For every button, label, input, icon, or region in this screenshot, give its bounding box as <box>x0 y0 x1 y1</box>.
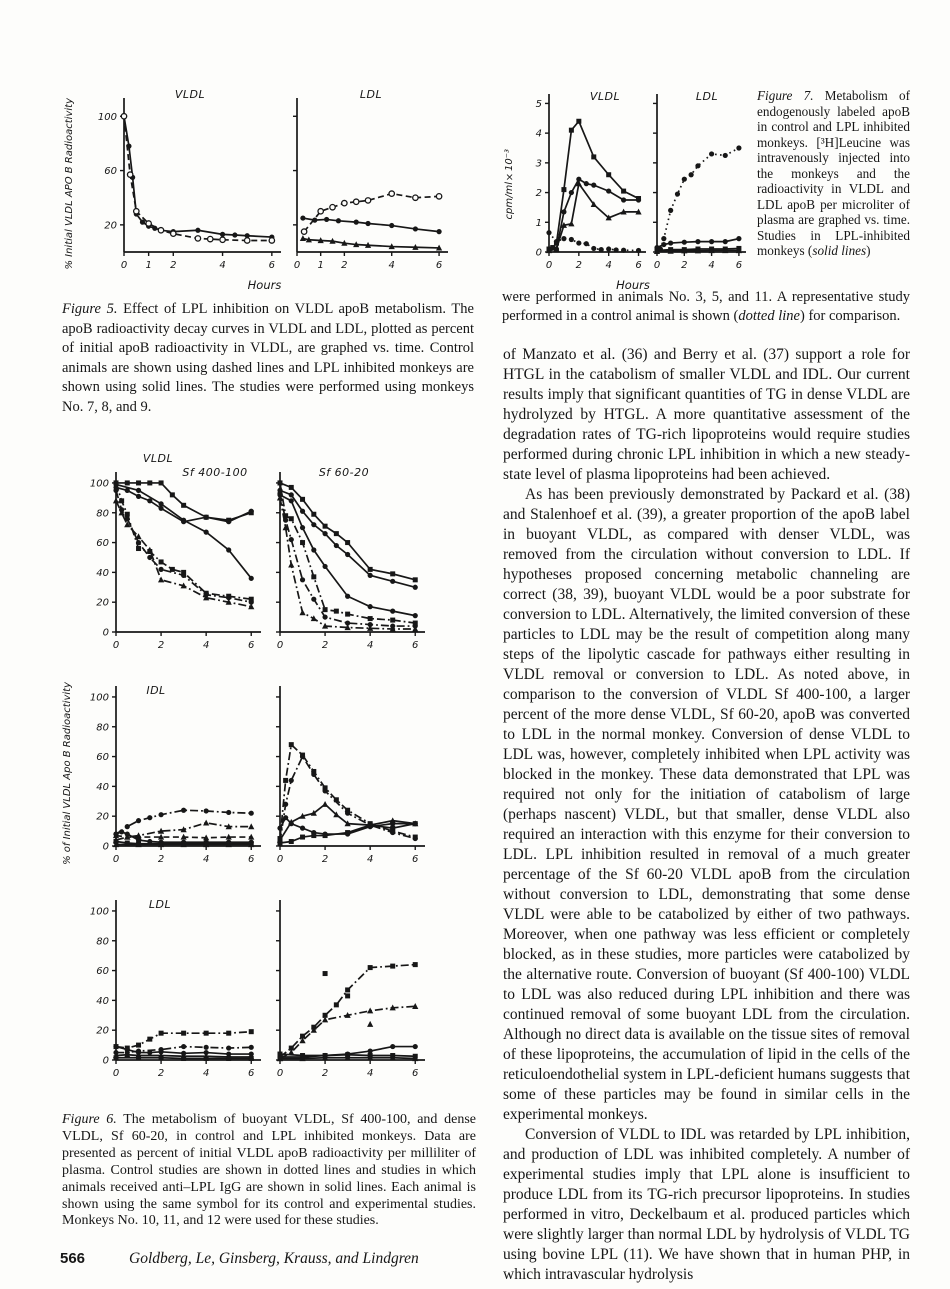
figure6-idl-right-chart <box>266 666 430 880</box>
figure6-idl-right-panel <box>266 666 430 880</box>
svg-text:60: 60 <box>96 538 109 550</box>
svg-text:IDL: IDL <box>146 684 166 697</box>
figure5-x-axis-label: Hours <box>247 278 282 292</box>
svg-text:20: 20 <box>96 1025 109 1037</box>
caption-text-part: Metabolism of endogenously labeled apoB in control and LPL inhibited monkeys. [³H]Leucine was intravenously injected into the monkeys and the radioactivity in VLDL and LDL apoB per microliter of plasma are graphed vs. time. Studies in LPL-inhibited monkeys ( <box>757 88 910 258</box>
svg-text:6: 6 <box>248 1068 255 1079</box>
svg-text:VLDL: VLDL <box>174 88 206 101</box>
svg-text:60: 60 <box>96 752 109 764</box>
figure6-vldl-sf60-chart <box>266 452 430 666</box>
svg-text:80: 80 <box>96 722 109 734</box>
figure7-vldl-chart <box>517 84 647 286</box>
svg-text:6: 6 <box>248 640 255 651</box>
svg-text:0: 0 <box>545 260 553 271</box>
svg-text:60: 60 <box>96 966 109 978</box>
paragraph: As has been previously demonstrated by Packard et al. (38) and Stalenhoef et al. (39), a greater proportion of the apoB label in buoyant VLDL, as compared with denser VLDL, was removed from the circulation without conversion to LDL. If hypotheses proposed concerning metabolic channeling are correct (38, 39), buoyant VLDL would be a poor substrate for conversion to LDL. Alternatively, the limited conversion of these particles to LDL may be the result of competition along many steps of the lipolytic cascade for pathways either resulting in VLDL removal or conversion to LDL. As noted above, in comparison to the conversion of VLDL Sf 400-100, a larger percent of the more dense VLDL, Sf 60-20, apoB was converted to LDL in the normal monkey. Conversion of dense VLDL to LDL was, however, completely inhibited when LPL activity was blocked in the monkey. These data demonstrated that LPL was required not only for the initiation of catabolism of large (perhaps nascent) VLDL, but that smaller, dense VLDL also required an interaction with this enzyme for their conversion to LDL. LPL inhibition resulted in removal of a much greater percentage of the Sf 60-20 VLDL apoB from the circulation without conversion to LDL, demonstrating that some dense VLDL were able to be catabolized by either of two pathways. Moreover, when one pathway was less efficient or completely blocked, as in these studies, more particles were catabolized by the alternative route. Conversion of buoyant (Sf 400-100) VLDL to LDL was also reduced during LPL inhibition and there was continued removal of some buoyant LDL from the circulation. Although no direct data is available on the tissue sites of removal of these lipoproteins, the accumulation of lipid in the cells of the reticuloendothelial system in LPL-deficient humans suggests that some of these particles may be found in similar cells in the experimental monkeys. <box>503 486 910 1123</box>
svg-text:4: 4 <box>388 260 395 271</box>
series-inhibited-squares <box>116 483 251 520</box>
figure6-idl-left-panel <box>60 666 266 880</box>
svg-text:6: 6 <box>635 260 642 271</box>
svg-text:4: 4 <box>366 1068 374 1079</box>
figure6-idl-left-chart <box>60 666 266 880</box>
svg-text:60: 60 <box>104 166 117 178</box>
svg-text:0: 0 <box>653 260 661 271</box>
svg-text:4: 4 <box>605 260 612 271</box>
series-control-squares <box>116 483 251 599</box>
svg-text:4: 4 <box>366 640 374 651</box>
svg-text:0: 0 <box>120 260 128 271</box>
svg-text:0: 0 <box>293 260 301 271</box>
page-number: 566 <box>60 1250 86 1267</box>
caption-text-part: Effect of LPL inhibition on VLDL apoB metabolism. The apoB radioactivity decay curves in VLDL and LDL, plotted as percent of initial apoB radioactivity in VLDL, are graphed vs. time. Control animals are shown using dashed lines and LPL inhibited monkeys are shown using solid lines. The studies were performed using monkeys No. 7, 8, and 9. <box>62 301 474 415</box>
figure5-ldl-chart <box>283 84 451 286</box>
figure5-vldl-chart <box>78 84 283 286</box>
running-authors: Goldberg, Le, Ginsberg, Krauss, and Lindgren <box>129 1250 419 1267</box>
caption-text-part: Figure 7. <box>757 88 814 103</box>
svg-text:100: 100 <box>89 692 109 704</box>
svg-text:1: 1 <box>317 260 324 271</box>
svg-text:2: 2 <box>321 640 329 651</box>
figure6-ldl-right-panel <box>266 880 430 1094</box>
series-inhibited-circles-2 <box>116 484 251 578</box>
svg-text:0: 0 <box>276 1068 284 1079</box>
svg-text:2: 2 <box>681 260 688 271</box>
svg-text:1: 1 <box>535 217 542 229</box>
figure6-ldl-right-chart <box>266 880 430 1094</box>
svg-text:Sf 400-100: Sf 400-100 <box>182 466 248 479</box>
svg-text:4: 4 <box>366 854 374 865</box>
figure7-caption-bottom <box>502 288 910 326</box>
svg-text:Sf 60-20: Sf 60-20 <box>318 466 370 479</box>
figure6-vldl-sf400-chart <box>60 452 266 666</box>
figure5-ldl-panel <box>283 84 451 286</box>
svg-text:6: 6 <box>248 854 255 865</box>
svg-text:5: 5 <box>535 98 542 110</box>
page-footer <box>60 1250 620 1268</box>
svg-text:100: 100 <box>89 906 109 918</box>
series-inhibited-circles <box>303 218 439 232</box>
svg-text:2: 2 <box>341 260 348 271</box>
caption-text-part: Figure 6. <box>62 1112 117 1127</box>
series-control-triangles <box>280 498 415 629</box>
svg-text:4: 4 <box>708 260 715 271</box>
svg-text:20: 20 <box>96 597 109 609</box>
series-lpl-inhibited-circles <box>124 116 272 237</box>
svg-text:6: 6 <box>412 854 419 865</box>
svg-text:4: 4 <box>219 260 226 271</box>
svg-text:0: 0 <box>112 854 120 865</box>
svg-text:4: 4 <box>202 854 210 865</box>
svg-text:0: 0 <box>112 1068 120 1079</box>
series-inhibited-triangles <box>303 238 439 248</box>
svg-text:0: 0 <box>535 247 542 259</box>
svg-text:0: 0 <box>102 841 109 853</box>
svg-text:2: 2 <box>170 260 177 271</box>
svg-text:VLDL: VLDL <box>142 452 174 465</box>
figure6 <box>60 452 480 1094</box>
svg-text:2: 2 <box>157 640 165 651</box>
svg-text:2: 2 <box>157 854 165 865</box>
figure6-vldl-sf400-100-panel <box>60 452 266 666</box>
figure7-x-axis-label: Hours <box>616 278 650 292</box>
figure7-ldl-chart <box>647 84 749 286</box>
svg-text:2: 2 <box>575 260 583 271</box>
figure7 <box>502 84 910 292</box>
svg-text:6: 6 <box>412 640 419 651</box>
figure6-ldl-left-panel <box>60 880 266 1094</box>
svg-text:2: 2 <box>535 188 542 200</box>
svg-text:6: 6 <box>412 1068 419 1079</box>
svg-text:2: 2 <box>157 1068 165 1079</box>
svg-text:1: 1 <box>145 260 152 271</box>
body-text <box>503 345 910 1285</box>
svg-text:6: 6 <box>735 260 743 271</box>
figure5-y-axis-label: % Initial VLDL APO B Radioactivity <box>63 98 75 270</box>
figure6-caption <box>62 1112 476 1230</box>
figure5-caption <box>62 300 474 417</box>
svg-text:6: 6 <box>268 260 276 271</box>
svg-text:3: 3 <box>535 158 542 170</box>
caption-text-part: ) for comparison. <box>800 308 901 324</box>
figure6-y-axis-label: % of Initial VLDL Apo B Radioactivity <box>62 681 73 865</box>
caption-text-part: Figure 5. <box>62 301 118 317</box>
figure7-ldl-panel <box>647 84 749 286</box>
paragraph: of Manzato et al. (36) and Berry et al. (37) support a role for HTGL in the catabolism of smaller VLDL and IDL. Our current results imply that significant quantities of TG in dense VLDL are hydrolyzed by HTGL. A more quantitative assessment of the degradation rates of TG-rich lipoproteins would require studies performed during chronic LPL inhibition in which a new steady-state level of plasma lipoproteins had been achieved. <box>503 346 910 483</box>
svg-text:100: 100 <box>97 111 117 123</box>
svg-text:LDL: LDL <box>695 90 719 103</box>
figure7-vldl-panel <box>517 84 647 286</box>
paragraph: Conversion of VLDL to IDL was retarded by LPL inhibition, and production of LDL was inhibited completely. A number of experimental studies imply that LPL alone is insufficient to produce LDL from its TG-rich precursor lipoproteins. In studies performed in vitro, Deckelbaum et al. produced particles which were slightly larger than normal LDL by hydrolysis of VLDL TG using bovine LPL (11). We have shown that in human PHP, in which intravascular hydrolysis <box>503 1126 910 1283</box>
svg-text:20: 20 <box>104 220 117 232</box>
svg-text:40: 40 <box>96 567 109 579</box>
svg-text:2: 2 <box>321 854 329 865</box>
figure7-caption-side <box>757 84 910 292</box>
svg-text:40: 40 <box>96 781 109 793</box>
caption-text-part: The metabolism of buoyant VLDL, Sf 400-100, and dense VLDL, Sf 60-20, in control and LPL inhibited monkeys. Data are presented as percent of initial VLDL apoB radioactivity per milliliter of plasma. Control studies are shown in dotted lines and studies in which animals received anti–LPL IgG are shown in solid lines. Each animal is shown using the same symbol for its control and experimental studies. Monkeys No. 10, 11, and 12 were used for these studies. <box>62 1112 476 1229</box>
svg-text:80: 80 <box>96 508 109 520</box>
caption-text-part: dotted line <box>738 308 800 324</box>
series-control-circles <box>280 493 415 626</box>
figure5-vldl-panel <box>78 84 283 286</box>
svg-text:LDL: LDL <box>148 898 172 911</box>
caption-text-part: were performed in animals No. 3, 5, and 11. A representative study performed in a control animal is shown ( <box>502 289 910 324</box>
caption-text-part: solid lines <box>812 243 867 258</box>
svg-text:6: 6 <box>435 260 443 271</box>
svg-text:2: 2 <box>321 1068 329 1079</box>
series-control-dotted <box>660 148 738 249</box>
figure6-vldl-sf60-20-panel <box>266 452 430 666</box>
svg-text:LDL: LDL <box>359 88 383 101</box>
figure6-ldl-left-chart <box>60 880 266 1094</box>
svg-text:VLDL: VLDL <box>589 90 621 103</box>
caption-text-part: ) <box>866 243 871 258</box>
svg-text:40: 40 <box>96 995 109 1007</box>
figure7-y-axis-label: cpm/ml×10⁻³ <box>504 148 515 220</box>
svg-text:0: 0 <box>102 1055 109 1067</box>
svg-text:0: 0 <box>276 854 284 865</box>
svg-text:4: 4 <box>535 128 542 140</box>
svg-text:4: 4 <box>202 640 210 651</box>
svg-text:20: 20 <box>96 811 109 823</box>
series-control-open-circles <box>304 194 439 232</box>
svg-text:0: 0 <box>102 627 109 639</box>
svg-text:4: 4 <box>202 1068 210 1079</box>
svg-text:80: 80 <box>96 936 109 948</box>
figure5 <box>60 84 480 292</box>
svg-text:100: 100 <box>89 478 109 490</box>
svg-text:0: 0 <box>276 640 284 651</box>
svg-text:0: 0 <box>112 640 120 651</box>
